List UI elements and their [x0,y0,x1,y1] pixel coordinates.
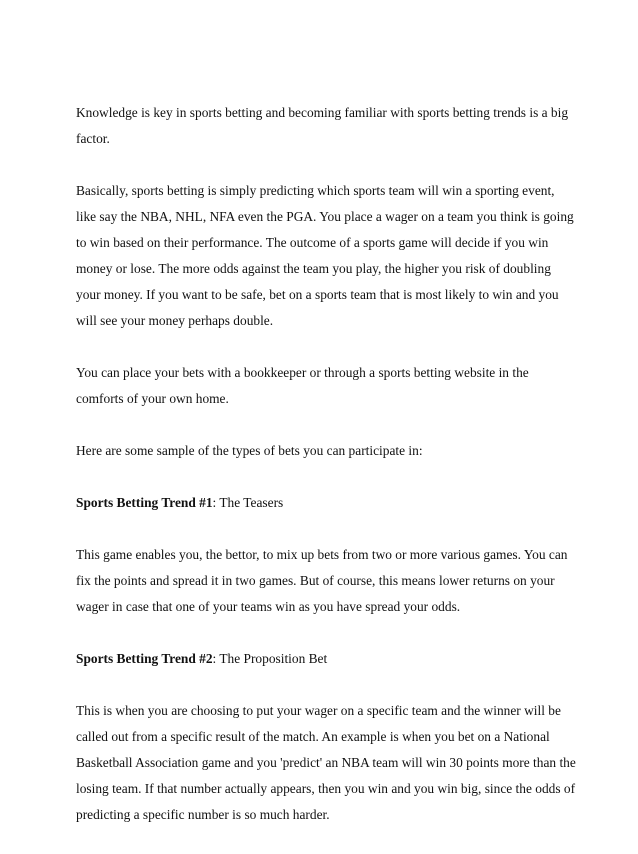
trend-1-heading-bold: Sports Betting Trend #1 [76,495,213,510]
trend-2-heading-bold: Sports Betting Trend #2 [76,651,213,666]
trend-1-heading [76,490,576,516]
trend-1-body: This game enables you, the bettor, to mix up bets from two or more various games. You can fix the points and spread it in two games. But of course, this means lower returns on your wager in case that one of your teams win as you have spread your odds. [76,547,568,614]
document-body [76,100,576,854]
trend-2-heading-rest: : The Proposition Bet [212,651,328,666]
paragraph-intro: Knowledge is key in sports betting and becoming familiar with sports betting trends is a big factor. [76,105,569,146]
paragraph-where-to-bet: You can place your bets with a bookkeeper or through a sports betting website in the comforts of your own home. [76,365,529,406]
trend-2-heading [76,646,576,672]
trend-2-body: This is when you are choosing to put your wager on a specific team and the winner will be called out from a specific result of the match. An example is when you bet on a National Basketball Association game and you 'predict' an NBA team will win 30 points more than the losing team. If that number actually appears, then you win and you win big, since the odds of predicting a specific number is so much harder. [76,703,576,822]
trend-1-heading-rest: : The Teasers [212,495,284,510]
paragraph-basics: Basically, sports betting is simply predicting which sports team will win a sporting event, like say the NBA, NHL, NFA even the PGA. You place a wager on a team you think is going to win based on their performance. The outcome of a sports game will decide if you win money or lose. The more odds against the team you play, the higher you risk of doubling your money. If you want to be safe, bet on a sports team that is most likely to win and you will see your money perhaps double. [76,183,574,328]
paragraph-bet-types-intro: Here are some sample of the types of bets you can participate in: [76,443,423,458]
